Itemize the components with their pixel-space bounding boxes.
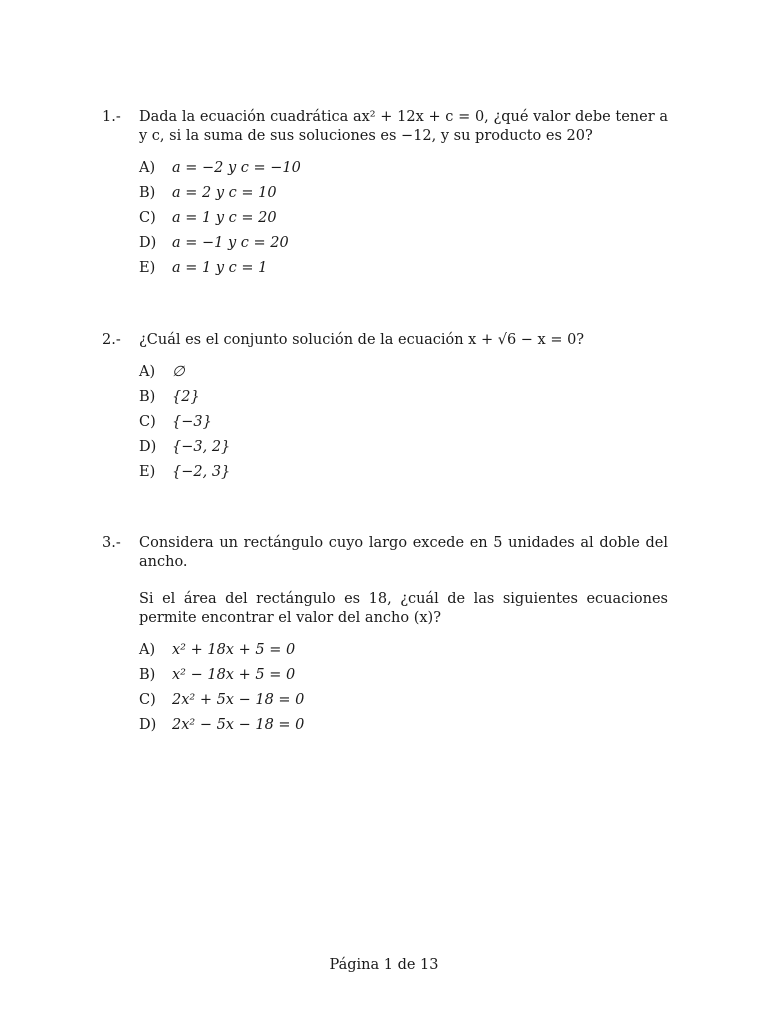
question-2 xyxy=(102,331,668,485)
question-number: 3.- xyxy=(102,535,121,551)
option-c xyxy=(139,410,668,435)
option-letter: C) xyxy=(139,210,156,226)
option-c xyxy=(139,688,668,713)
option-e xyxy=(139,256,668,281)
option-text: 2x² − 5x − 18 = 0 xyxy=(172,717,305,733)
option-text: ∅ xyxy=(172,364,185,380)
option-letter: B) xyxy=(139,667,156,683)
option-a xyxy=(139,638,668,663)
option-text: x² − 18x + 5 = 0 xyxy=(172,667,296,683)
option-text: {2} xyxy=(172,389,200,405)
option-b xyxy=(139,663,668,688)
option-letter: D) xyxy=(139,235,157,251)
question-3 xyxy=(102,534,668,738)
option-a xyxy=(139,360,668,385)
option-letter: C) xyxy=(139,414,156,430)
question-text: Si el área del rectángulo es 18, ¿cuál de las siguientes ecuaciones permite encontrar el valor del ancho (x)? xyxy=(139,591,668,626)
question-number: 1.- xyxy=(102,109,121,125)
option-text: a = 2 y c = 10 xyxy=(172,185,277,201)
option-d xyxy=(139,713,668,738)
option-d xyxy=(139,435,668,460)
option-letter: E) xyxy=(139,260,156,276)
option-letter: D) xyxy=(139,717,157,733)
option-letter: B) xyxy=(139,389,156,405)
page-footer: Página 1 de 13 xyxy=(329,957,439,973)
answer-options xyxy=(139,156,668,281)
option-text: {−3, 2} xyxy=(172,439,231,455)
question-text: Considera un rectángulo cuyo largo excede en 5 unidades al doble del ancho. xyxy=(139,535,668,570)
answer-options xyxy=(139,360,668,485)
option-letter: A) xyxy=(139,364,156,380)
option-letter: D) xyxy=(139,439,157,455)
question-text: Dada la ecuación cuadrática ax² + 12x + c = 0, ¿qué valor debe tener a y c, si la suma de sus soluciones es −12, y su producto es 20? xyxy=(139,109,668,144)
option-letter: A) xyxy=(139,642,156,658)
option-b xyxy=(139,181,668,206)
option-c xyxy=(139,206,668,231)
option-text: a = 1 y c = 20 xyxy=(172,210,277,226)
option-text: x² + 18x + 5 = 0 xyxy=(172,642,296,658)
question-text: ¿Cuál es el conjunto solución de la ecuación x + √6 − x = 0? xyxy=(139,332,585,348)
option-text: {−3} xyxy=(172,414,212,430)
option-letter: B) xyxy=(139,185,156,201)
option-letter: E) xyxy=(139,464,156,480)
option-text: a = −1 y c = 20 xyxy=(172,235,289,251)
question-1 xyxy=(102,108,668,281)
option-text: {−2, 3} xyxy=(172,464,231,480)
option-d xyxy=(139,231,668,256)
answer-options xyxy=(139,638,668,738)
option-text: a = −2 y c = −10 xyxy=(172,160,301,176)
option-a xyxy=(139,156,668,181)
option-text: a = 1 y c = 1 xyxy=(172,260,268,276)
question-body xyxy=(139,534,668,738)
option-letter: C) xyxy=(139,692,156,708)
question-body xyxy=(139,331,668,485)
option-text: 2x² + 5x − 18 = 0 xyxy=(172,692,305,708)
question-body xyxy=(139,108,668,281)
question-number: 2.- xyxy=(102,332,121,348)
option-e xyxy=(139,460,668,485)
option-letter: A) xyxy=(139,160,156,176)
option-b xyxy=(139,385,668,410)
